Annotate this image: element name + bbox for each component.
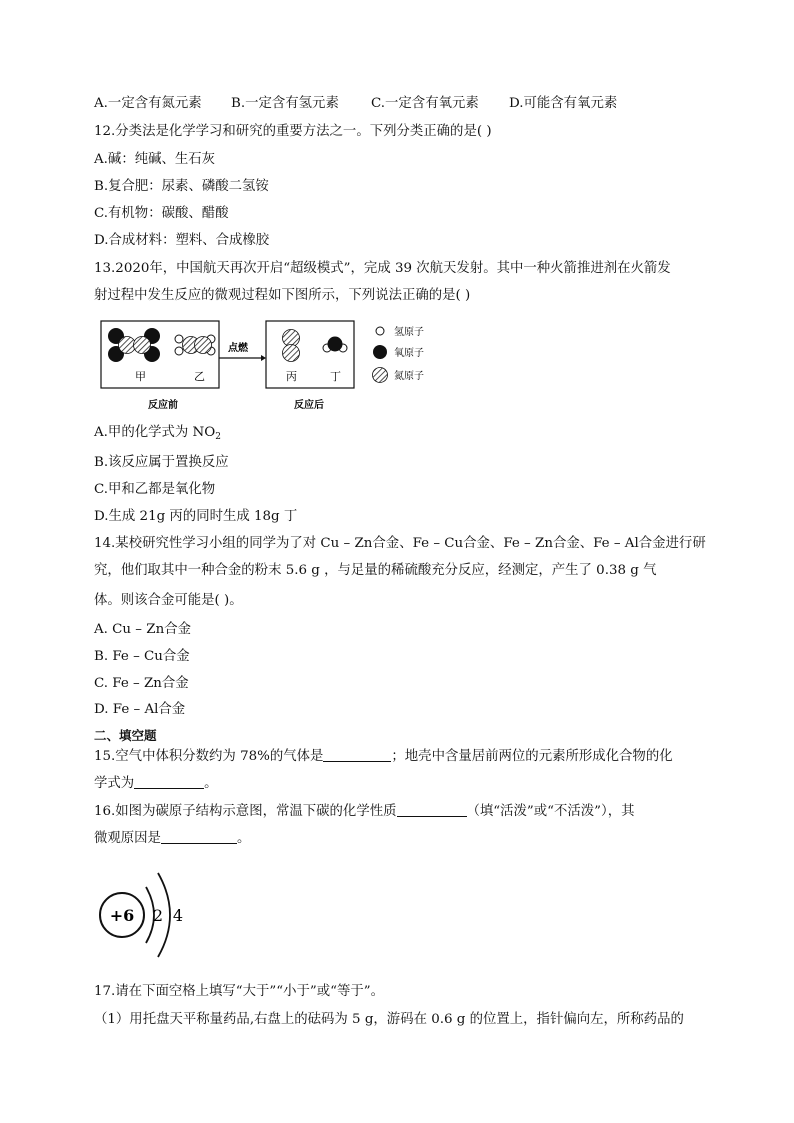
molecule-yi xyxy=(175,335,215,355)
molecule-ding xyxy=(323,337,347,353)
q13-option-b: B.该反应属于置换反应 xyxy=(94,455,229,470)
q13-option-d: D.生成 21g 丙的同时生成 18g 丁 xyxy=(94,509,298,524)
q15-text1: 15.空气中体积分数约为 78%的气体是 xyxy=(94,749,324,764)
q14-stem-line3: 体。则该合金可能是( )。 xyxy=(94,593,243,608)
reaction-diagram xyxy=(98,318,438,416)
shell2-electrons: 4 xyxy=(172,906,184,925)
q13-stem-line2: 射过程中发生反应的微观过程如下图所示，下列说法正确的是( ) xyxy=(94,288,471,303)
q12-option-a: A.碱：纯碱、生石灰 xyxy=(94,152,216,167)
q13-option-a-text: A.甲的化学式为 NO xyxy=(94,425,216,440)
q16-text4: 。 xyxy=(236,831,251,846)
q15-text2: ；地壳中含量居前两位的元素所形成化合物的化 xyxy=(391,749,673,764)
label-yi: 乙 xyxy=(194,370,205,383)
q13-option-a xyxy=(94,424,221,446)
q16-line2 xyxy=(94,829,250,848)
q15-line1 xyxy=(94,747,673,766)
nucleus-charge: +6 xyxy=(109,906,135,925)
q14-stem-line1: 14.某校研究性学习小组的同学为了对 Cu – Zn合金、Fe – Cu合金、Fe – Zn合金、Fe – Al合金进行研 xyxy=(94,536,706,551)
q17-stem: 17.请在下面空格上填写“大于”“小于”或“等于”。 xyxy=(94,984,385,999)
molecule-bing xyxy=(283,330,300,362)
carbon-atom-diagram xyxy=(96,855,196,975)
q16-blank1[interactable] xyxy=(397,802,467,817)
q12-option-b: B.复合肥：尿素、磷酸二氢铵 xyxy=(94,179,269,194)
q15-blank2[interactable] xyxy=(134,774,204,789)
q14-option-a: A. Cu – Zn合金 xyxy=(94,622,191,637)
label-ding: 丁 xyxy=(330,370,341,383)
legend-hydrogen: 氢原子 xyxy=(394,327,424,338)
legend xyxy=(373,325,425,383)
q14-stem-line2: 究，他们取其中一种合金的粉末 5.6 g ，与足量的稀硫酸充分反应，经测定，产生了 0.38 g 气 xyxy=(94,563,657,578)
q16-line1 xyxy=(94,802,634,821)
q16-text3: 微观原因是 xyxy=(94,831,161,846)
arrow-label: 点燃 xyxy=(228,343,248,354)
q13-option-a-subscript: 2 xyxy=(215,432,221,442)
q13-stem-line1: 13.2020年，中国航天再次开启“超级模式”，完成 39 次航天发射。其中一种火箭推进剂在火箭发 xyxy=(94,261,671,276)
q15-blank1[interactable] xyxy=(323,747,391,762)
q12-stem: 12.分类法是化学学习和研究的重要方法之一。下列分类正确的是( ) xyxy=(94,124,492,139)
q16-blank2[interactable] xyxy=(161,829,237,844)
q16-text2: （填“活泼”或“不活泼”），其 xyxy=(466,804,635,819)
q15-line2 xyxy=(94,774,218,793)
label-jia: 甲 xyxy=(135,370,146,383)
q16-text1: 16.如图为碳原子结构示意图，常温下碳的化学性质 xyxy=(94,804,397,819)
section-title: 二、填空题 xyxy=(94,728,157,743)
q11-option-d: D.可能含有氧元素 xyxy=(509,96,618,111)
q15-text4: 。 xyxy=(204,776,218,791)
q12-option-d: D.合成材料：塑料、合成橡胶 xyxy=(94,233,270,248)
shell1-electrons: 2 xyxy=(152,906,164,925)
q11-option-a: A.一定含有氮元素 xyxy=(94,96,202,111)
q14-option-c: C. Fe – Zn合金 xyxy=(94,676,189,691)
legend-nitrogen: 氮原子 xyxy=(394,371,424,382)
q14-option-d: D. Fe – Al合金 xyxy=(94,702,186,717)
molecule-jia xyxy=(108,328,160,362)
q11-option-b: B.一定含有氢元素 xyxy=(231,96,339,111)
q12-option-c: C.有机物：碳酸、醋酸 xyxy=(94,206,229,221)
q17-sub1: （1）用托盘天平称量药品,右盘上的砝码为 5 g，游码在 0.6 g 的位置上，指针偏向左，所称药品的 xyxy=(94,1012,684,1027)
q14-option-b: B. Fe – Cu合金 xyxy=(94,649,190,664)
q11-options-row xyxy=(94,95,617,113)
q13-option-c: C.甲和乙都是氧化物 xyxy=(94,482,216,497)
q11-option-c: C.一定含有氧元素 xyxy=(371,96,479,111)
legend-oxygen: 氧原子 xyxy=(394,348,424,359)
caption-before: 反应前 xyxy=(148,400,178,411)
q15-text3: 学式为 xyxy=(94,776,135,791)
caption-after: 反应后 xyxy=(294,400,324,411)
label-bing: 丙 xyxy=(286,370,297,383)
